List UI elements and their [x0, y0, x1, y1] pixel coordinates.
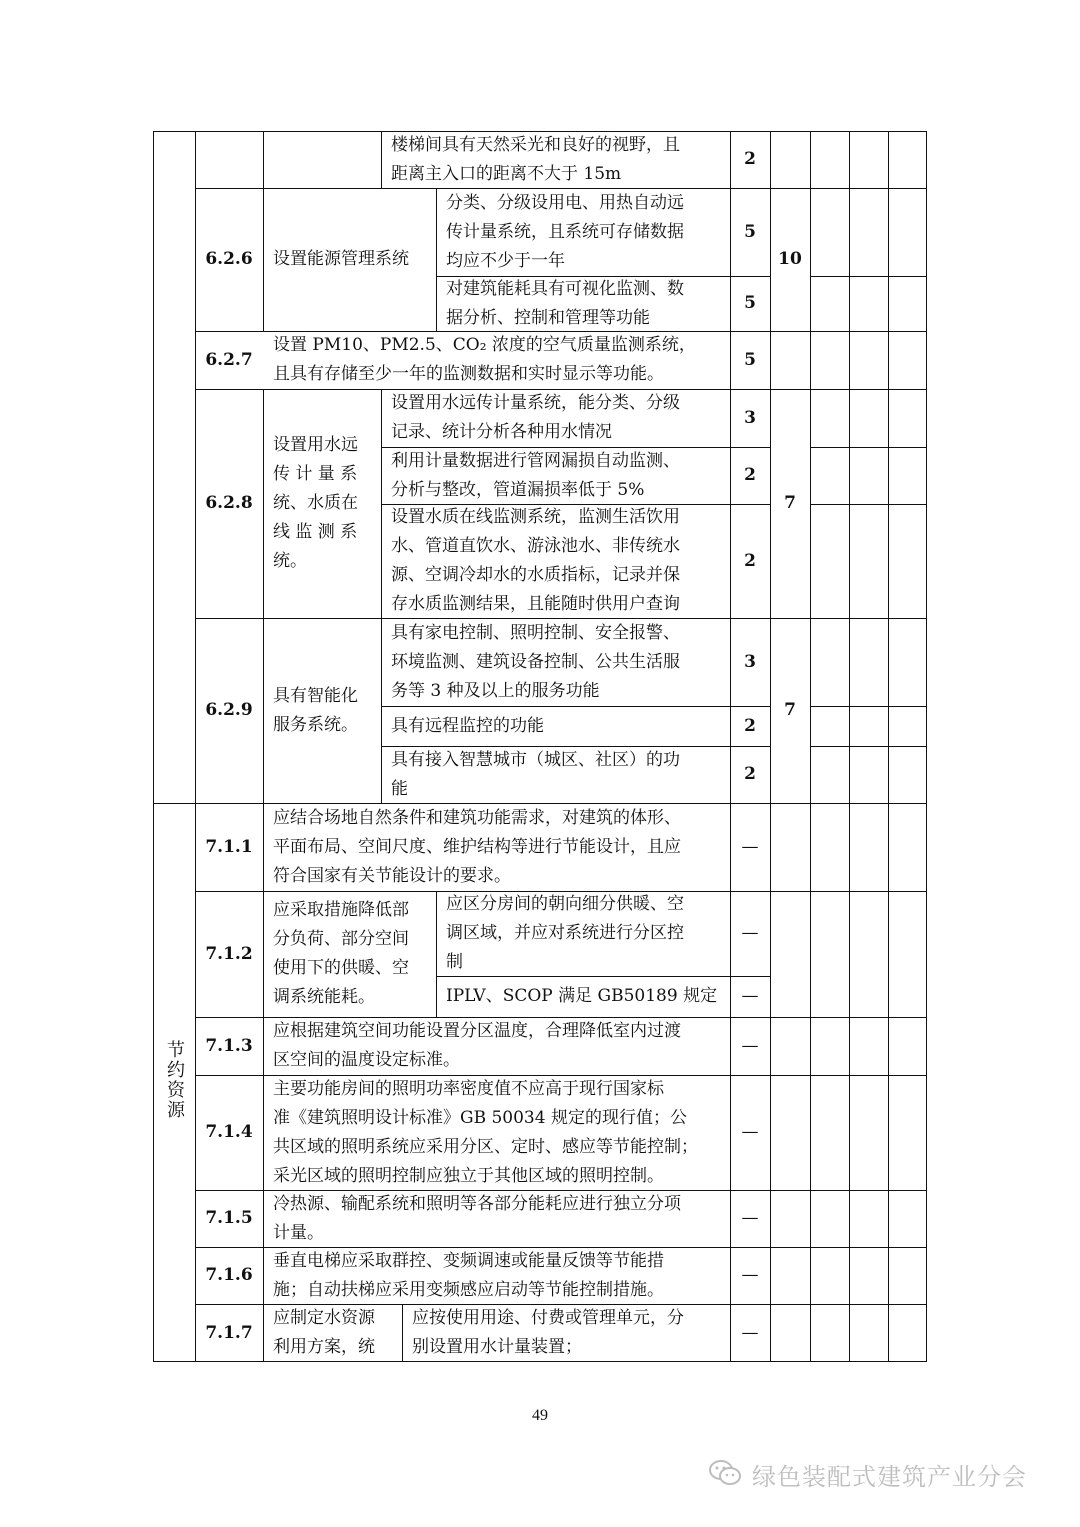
- grid-line: [810, 276, 927, 277]
- grid-line: [153, 131, 154, 1362]
- criterion-text: 分类、分级设用电、用热自动远 传计量系统，且系统可存储数据 均应不少于一年: [446, 192, 684, 271]
- grid-line: [381, 746, 770, 747]
- clause-code: 7.1.4: [205, 1122, 253, 1142]
- criterion-text: 应按使用用途、付费或管理单元，分 别设置用水计量装置；: [412, 1308, 684, 1357]
- grid-line: [195, 1247, 927, 1248]
- criterion-text: 应结合场地自然条件和建筑功能需求，对建筑的体形、 平面布局、空间尺度、维护结构等进行节能设计，且应 符合国家有关节能设计的要求。: [273, 807, 681, 886]
- criterion-text: 设置 PM10、PM2.5、CO₂ 浓度的空气质量监测系统， 且具有存储至少一年的监测数据和实时显示等功能。: [273, 335, 696, 384]
- clause-title: 设置能源管理系统: [273, 249, 409, 269]
- category-label: 节约资源: [164, 1040, 185, 1120]
- score-value: 5: [744, 221, 756, 242]
- criterion-text: 具有远程监控的功能: [391, 715, 544, 736]
- total-score: 7: [784, 493, 796, 513]
- grid-line: [263, 803, 264, 1362]
- grid-line: [195, 389, 927, 390]
- score-value: —: [741, 1322, 759, 1343]
- grid-line: [195, 188, 927, 189]
- grid-line: [381, 131, 382, 188]
- clause-code: 7.1.2: [205, 943, 253, 964]
- score-value: 3: [744, 407, 756, 428]
- clause-code: 6.2.8: [205, 493, 253, 513]
- clause-code: 7.1.3: [205, 1035, 253, 1056]
- clause-code: 6.2.9: [205, 700, 253, 720]
- grid-line: [195, 618, 927, 619]
- grid-line: [402, 1304, 403, 1362]
- score-value: —: [741, 1122, 759, 1142]
- clause-code: 6.2.6: [205, 249, 253, 269]
- grid-line: [195, 131, 196, 1362]
- grid-line: [810, 447, 927, 448]
- grid-line: [195, 1017, 927, 1018]
- grid-line: [436, 891, 437, 1017]
- score-value: 2: [744, 715, 756, 736]
- criterion-text: 对建筑能耗具有可视化监测、数 据分析、控制和管理等功能: [446, 278, 684, 328]
- grid-line: [436, 976, 770, 977]
- score-value: —: [741, 1265, 759, 1285]
- grid-line: [195, 331, 927, 332]
- total-score: 10: [778, 249, 802, 269]
- criterion-text: 应区分房间的朝向细分供暖、空 调区域，并应对系统进行分区控 制: [446, 894, 684, 972]
- grid-line: [436, 188, 437, 331]
- score-value: 2: [744, 764, 756, 784]
- clause-title: 设置用水远 传 计 量 系 统、水质在 线 监 测 系 统。: [273, 435, 358, 571]
- score-value: —: [741, 923, 759, 943]
- clause-code: 7.1.5: [205, 1208, 253, 1228]
- score-value: 5: [744, 349, 756, 370]
- clause-code: 7.1.1: [205, 836, 253, 857]
- criterion-text: 楼梯间具有天然采光和良好的视野，且 距离主入口的距离不大于 15m: [391, 134, 680, 184]
- score-value: 3: [744, 651, 756, 672]
- criterion-text: 冷热源、输配系统和照明等各部分能耗应进行独立分项 计量。: [273, 1193, 681, 1243]
- grid-line: [810, 706, 927, 707]
- criterion-text: 应根据建筑空间功能设置分区温度，合理降低室内过渡 区空间的温度设定标准。: [273, 1021, 681, 1070]
- score-value: —: [741, 836, 759, 857]
- grid-line: [381, 447, 770, 448]
- clause-title: 应制定水资源 利用方案，统: [273, 1308, 375, 1357]
- clause-code: 7.1.6: [205, 1265, 253, 1285]
- grid-line: [770, 131, 771, 1362]
- criterion-text: IPLV、SCOP 满足 GB50189 规定: [446, 986, 718, 1006]
- grid-line: [263, 389, 264, 803]
- criterion-text: 垂直电梯应采取群控、变频调速或能量反馈等节能措 施；自动扶梯应采用变频感应启动等节能控制措施。: [273, 1250, 664, 1300]
- watermark: [708, 1457, 1027, 1492]
- criterion-text: 利用计量数据进行管网漏损自动监测、 分析与整改，管道漏损率低于 5%: [391, 450, 680, 500]
- grid-line: [153, 803, 927, 804]
- grid-line: [153, 131, 927, 132]
- grid-line: [436, 276, 770, 277]
- score-value: 2: [744, 550, 756, 571]
- grid-line: [810, 746, 927, 747]
- clause-title: 应采取措施降低部 分负荷、部分空间 使用下的供暖、空 调系统能耗。: [273, 900, 409, 1007]
- criterion-text: 具有接入智慧城市（城区、社区）的功 能: [391, 749, 680, 799]
- grid-line: [810, 504, 927, 505]
- score-value: 5: [744, 293, 756, 313]
- criterion-text: 设置用水远传计量系统，能分类、分级 记录、统计分析各种用水情况: [391, 393, 680, 442]
- criterion-text: 设置水质在线监测系统，监测生活饮用 水、管道直饮水、游泳池水、非传统水 源、空调冷却水的水质指标，记录并保 存水质监测结果，且能随时供用户查询: [391, 507, 680, 614]
- wechat-icon: [708, 1459, 742, 1491]
- grid-line: [195, 1304, 927, 1305]
- criterion-text: 具有家电控制、照明控制、安全报警、 环境监测、建筑设备控制、公共生活服 务等 3 种及以上的服务功能: [391, 622, 680, 701]
- page-number: 49: [532, 1407, 548, 1424]
- grid-line: [381, 706, 770, 707]
- total-score: 7: [784, 700, 796, 720]
- grid-line: [381, 389, 382, 803]
- score-value: 2: [744, 149, 756, 169]
- score-value: —: [741, 1208, 759, 1228]
- score-value: 2: [744, 465, 756, 485]
- criterion-text: 主要功能房间的照明功率密度值不应高于现行国家标 准《建筑照明设计标准》GB 50034 规定的现行值；公 共区域的照明系统应采用分区、定时、感应等节能控制； 采光区域的照明控制应独立于其他区域的照明控制。: [273, 1078, 698, 1186]
- grid-line: [263, 131, 264, 331]
- grid-line: [195, 1075, 927, 1076]
- clause-title: 具有智能化 服务系统。: [273, 685, 358, 735]
- score-value: —: [741, 1035, 759, 1056]
- clause-code: 6.2.7: [205, 349, 253, 370]
- grid-line: [195, 891, 927, 892]
- grid-line: [195, 1190, 927, 1191]
- grid-line: [153, 1361, 927, 1362]
- score-value: —: [741, 986, 759, 1006]
- watermark-text: 绿色装配式建筑产业分会: [752, 1463, 1027, 1491]
- clause-code: 7.1.7: [205, 1322, 253, 1343]
- grid-line: [381, 504, 770, 505]
